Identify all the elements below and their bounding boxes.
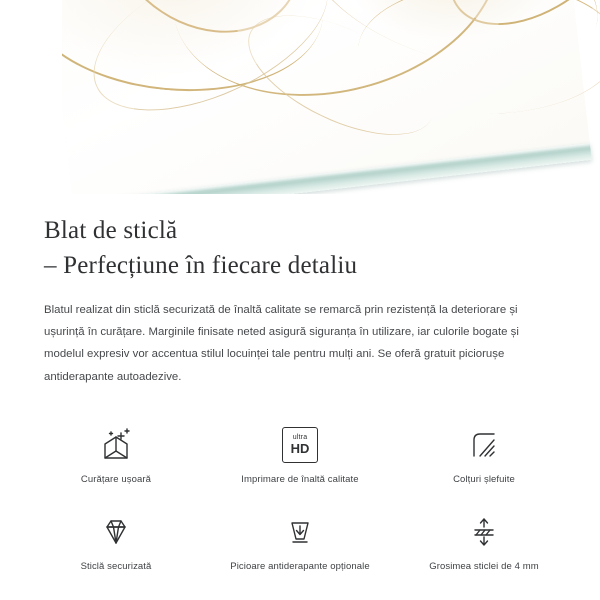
feature-glass-thickness (392, 503, 576, 572)
feature-label: Colțuri șlefuite (453, 473, 515, 485)
page-title (44, 214, 556, 283)
ultra-hd-icon (212, 422, 388, 468)
hero-bottom-margin (0, 194, 600, 200)
feature-label: Grosimea sticlei de 4 mm (429, 560, 539, 572)
page-title-line-2: – Perfecțiune în fiecare detaliu (44, 251, 358, 279)
text-content (0, 200, 600, 388)
feature-easy-cleaning (24, 416, 208, 485)
feature-tempered-glass (24, 503, 208, 572)
feature-label: Picioare antiderapante opționale (230, 560, 370, 572)
glass-slab-graphic (47, 0, 593, 200)
hero-left-margin (0, 0, 62, 200)
non-slip-foot-icon (212, 509, 388, 555)
hero-image (0, 0, 600, 200)
ultra-hd-badge-bottom: HD (290, 441, 310, 457)
feature-label: Imprimare de înaltă calitate (241, 473, 359, 485)
feature-print-quality (208, 416, 392, 485)
product-description: Blatul realizat din sticlă securizată de înaltă calitate se remarcă prin rezistență la deteriorare și ușurință în curățare. Marginile finisate neted asigură siguranța în utilizare, iar culorile bogate și modelul expresiv vor accentua stilul locuinței tale pentru mulți ani. Se oferă gratuit piciorușe antiderapante autoadezive. (44, 304, 519, 383)
page-title-line-1: Blat de sticlă (44, 217, 178, 244)
feature-grid (0, 416, 600, 572)
sparkle-cloth-icon (28, 422, 204, 468)
feature-polished-corners (392, 416, 576, 485)
feature-label: Sticlă securizată (80, 560, 152, 572)
thickness-arrows-icon (396, 509, 572, 555)
slab-surface (47, 0, 590, 200)
diamond-icon (28, 509, 204, 555)
ultra-hd-badge-top: ultra (292, 434, 308, 442)
polished-corner-icon (396, 422, 572, 468)
feature-non-slip-feet (208, 503, 392, 572)
feature-label: Curățare ușoară (80, 473, 152, 485)
